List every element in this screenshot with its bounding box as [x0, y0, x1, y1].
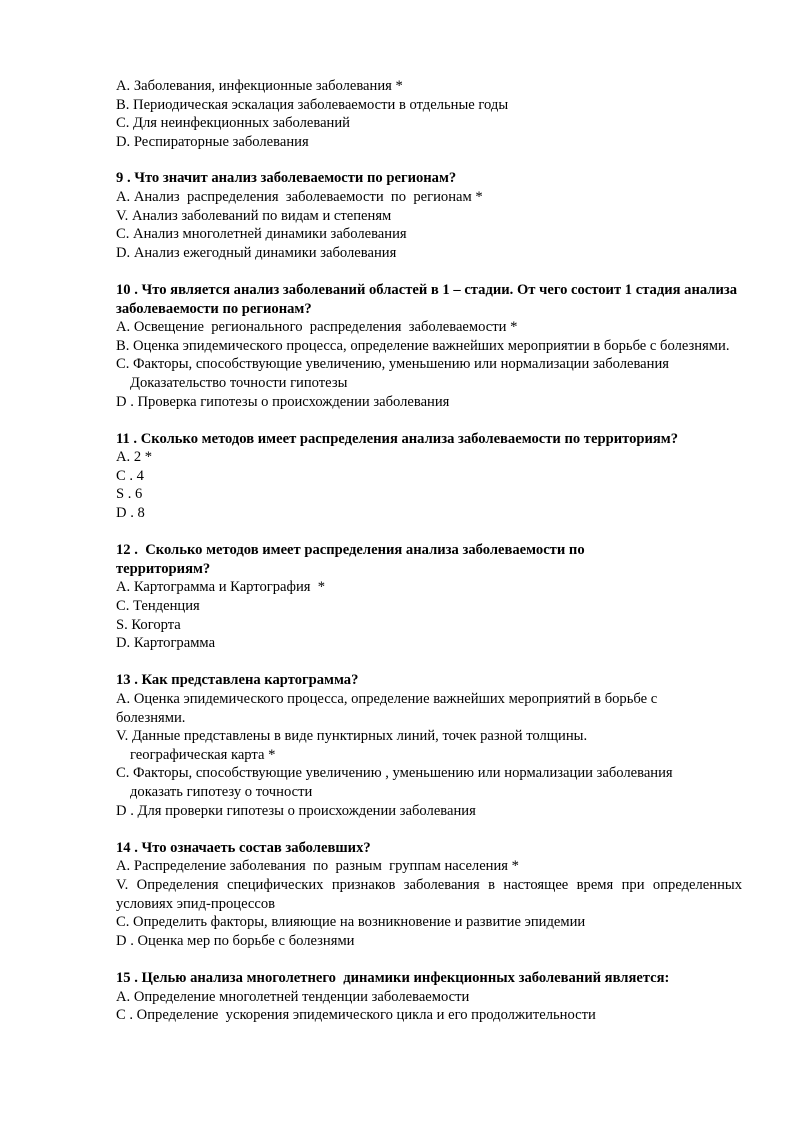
answer-option: S . 6 [116, 486, 143, 503]
answer-option: C. Факторы, способствующие увеличению, уменьшению или нормализации заболевания [116, 356, 669, 373]
answer-option: D. Анализ ежегодный динамики заболевания [116, 244, 397, 261]
question-text: 11 . Сколько методов имеет распределения анализа заболеваемости по территориям? [116, 430, 679, 447]
answer-option: A. Определение многолетней тенденции заболеваемости [116, 988, 470, 1005]
question-block-13 [116, 671, 742, 820]
answer-option: C. Определить факторы, влияющие на возникновение и развитие эпидемии [116, 914, 586, 931]
answer-option: D . Проверка гипотезы о происхождении заболевания [116, 393, 450, 410]
answer-option: A. Анализ распределения заболеваемости по регионам * [116, 188, 483, 205]
answer-option: C. Тенденция [116, 598, 200, 615]
answer-option-continuation: доказать гипотезу о точности [130, 783, 313, 800]
answer-option: A. Картограмма и Картография * [116, 579, 326, 596]
answer-option: C . 4 [116, 467, 144, 484]
answer-option: V. Определения специфических признаков заболевания в настоящее время при определенных условиях эпид-процессов [116, 876, 746, 912]
answer-option: D . 8 [116, 505, 145, 522]
answer-option-continuation: болезнями. [116, 709, 186, 726]
answer-option: B. Оценка эпидемического процесса, определение важнейших мероприятии в борьбе с болезнями. [116, 337, 730, 354]
question-text: 9 . Что значит анализ заболеваемости по регионам? [116, 170, 457, 187]
question-text: 12 . Сколько методов имеет распределения анализа заболеваемости по территориям? [116, 542, 589, 577]
question-text: 14 . Что означаеть состав заболевших? [116, 839, 371, 856]
question-block-12 [116, 541, 742, 653]
answer-option-continuation: географическая карта * [130, 746, 276, 763]
answer-option: D . Для проверки гипотезы о происхождении заболевания [116, 802, 476, 819]
question-text: 10 . Что является анализ заболеваний областей в 1 – стадии. От чего состоит 1 стадия анализа заболеваемости по регионам? [116, 281, 741, 317]
question-text: 13 . Как представлена картограмма? [116, 672, 359, 689]
answer-option: C. Факторы, способствующие увеличению , уменьшению или нормализации заболевания [116, 765, 673, 782]
question-block-14 [116, 839, 746, 951]
answer-option: V. Анализ заболеваний по видам и степеням [116, 207, 392, 224]
answer-option: C. Анализ многолетней динамики заболевания [116, 226, 407, 243]
question-text: 15 . Целью анализа многолетнего динамики инфекционных заболеваний является: [116, 969, 670, 986]
document-page [116, 77, 746, 1043]
question-block-10 [116, 281, 742, 411]
answer-option: A. Заболевания, инфекционные заболевания * [116, 78, 403, 94]
answer-option: A. 2 * [116, 449, 153, 466]
answer-option-continuation: Доказательство точности гипотезы [130, 374, 348, 391]
question-block-9 [116, 169, 742, 262]
question-block-11 [116, 430, 742, 523]
answer-option: A. Распределение заболевания по разным группам населения * [116, 858, 519, 875]
answer-option: D . Оценка мер по борьбе с болезнями [116, 932, 355, 949]
question-block-8 [116, 77, 742, 151]
answer-option: S. Когорта [116, 616, 181, 633]
answer-option: C . Определение ускорения эпидемического цикла и его продолжительности [116, 1007, 596, 1024]
answer-option: B. Периодическая эскалация заболеваемости в отдельные годы [116, 96, 509, 113]
answer-option: C. Для неинфекционных заболеваний [116, 115, 350, 132]
question-block-15 [116, 969, 742, 1025]
answer-option: V. Данные представлены в виде пунктирных линий, точек разной толщины. [116, 728, 588, 745]
answer-option: A. Оценка эпидемического процесса, определение важнейших мероприятий в борьбе с [116, 691, 658, 707]
answer-option: D. Картограмма [116, 635, 216, 652]
answer-option: A. Освещение регионального распределения заболеваемости * [116, 319, 518, 336]
answer-option: D. Респираторные заболевания [116, 133, 309, 150]
